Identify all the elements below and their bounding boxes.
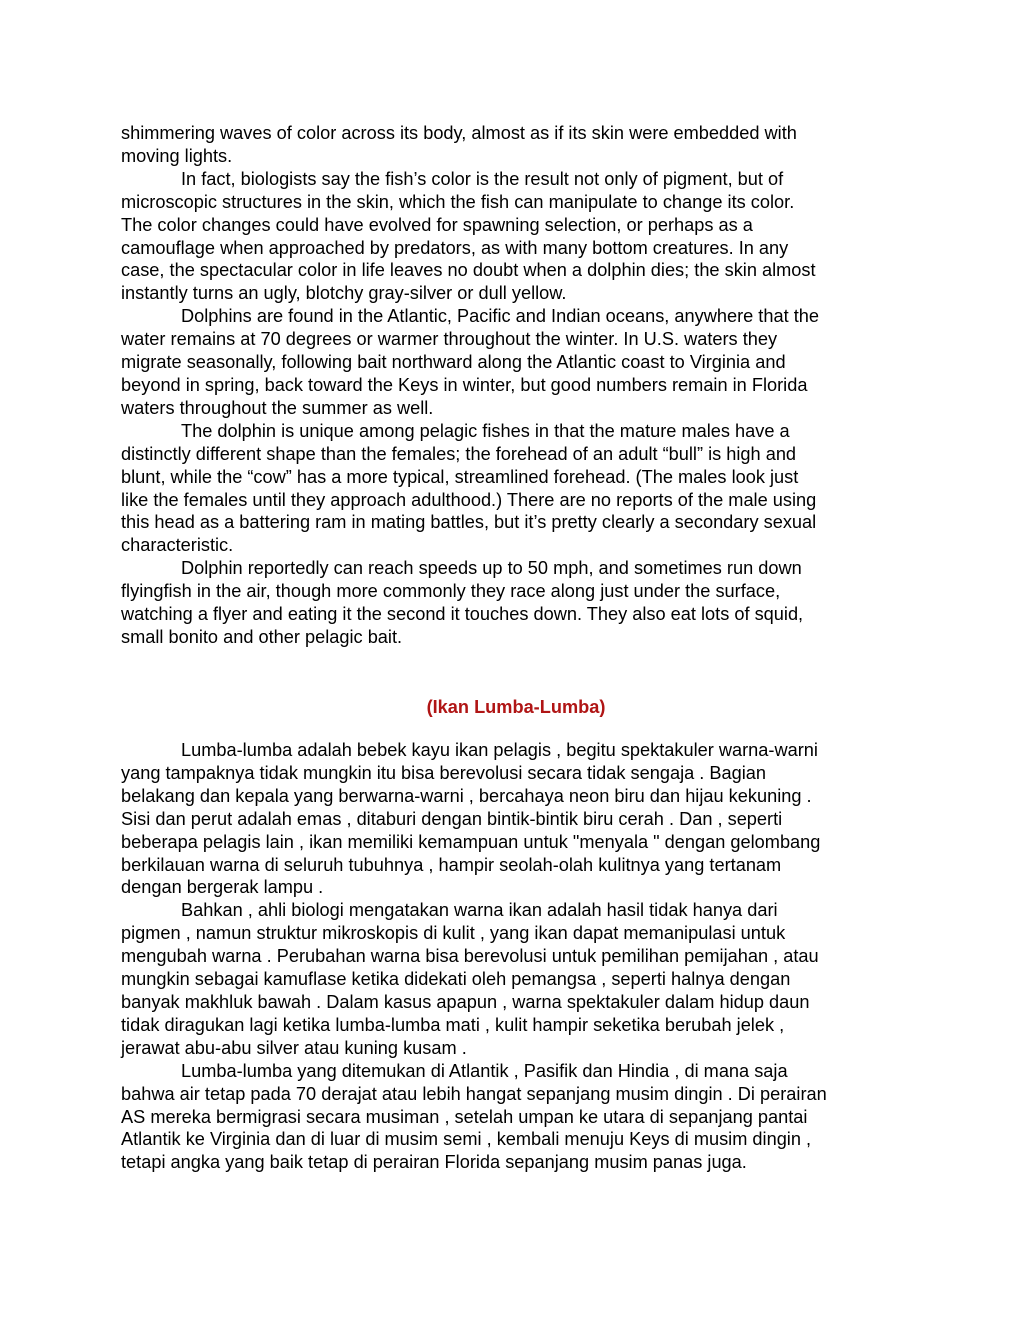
text-line: case, the spectacular color in life leaves no doubt when a dolphin dies; the skin almost xyxy=(121,260,816,281)
text-line: water remains at 70 degrees or warmer throughout the winter. In U.S. waters they xyxy=(121,329,778,350)
text-line: belakang dan kepala yang berwarna-warni , bercahaya neon biru dan hijau kekuning . xyxy=(121,785,812,806)
text-line: Dolphins are found in the Atlantic, Pacific and Indian oceans, anywhere that the xyxy=(181,306,819,327)
paragraph xyxy=(121,739,911,899)
text-line: small bonito and other pelagic bait. xyxy=(121,626,403,647)
text-line: Lumba-lumba yang ditemukan di Atlantik , Pasifik dan Hindia , di mana saja xyxy=(181,1060,788,1081)
text-line: dengan bergerak lampu . xyxy=(121,877,324,898)
text-line: distinctly different shape than the females; the forehead of an adult “bull” is high and xyxy=(121,443,797,464)
text-line: this head as a battering ram in mating battles, but it’s pretty clearly a secondary sexual xyxy=(121,512,817,533)
text-line: blunt, while the “cow” has a more typical, streamlined forehead. (The males look just xyxy=(121,466,799,487)
text-line: Dolphin reportedly can reach speeds up to 50 mph, and sometimes run down xyxy=(181,558,802,579)
text-line: migrate seasonally, following bait northward along the Atlantic coast to Virginia and xyxy=(121,352,786,373)
text-line: The dolphin is unique among pelagic fishes in that the mature males have a xyxy=(181,420,790,441)
text-line: Lumba-lumba adalah bebek kayu ikan pelagis , begitu spektakuler warna-warni xyxy=(181,740,818,760)
text-line: mungkin sebagai kamuflase ketika didekati oleh pemangsa , seperti halnya dengan xyxy=(121,969,791,990)
text-line: camouflage when approached by predators, as with many bottom creatures. In any xyxy=(121,237,789,258)
text-line: AS mereka bermigrasi secara musiman , setelah umpan ke utara di sepanjang pantai xyxy=(121,1106,808,1127)
section-heading: (Ikan Lumba-Lumba) xyxy=(426,697,606,717)
text-line: beyond in spring, back toward the Keys in winter, but good numbers remain in Florida xyxy=(121,374,808,395)
text-line: watching a flyer and eating it the second it touches down. They also eat lots of squid, xyxy=(121,604,804,625)
paragraph xyxy=(121,1060,911,1175)
text-line: Bahkan , ahli biologi mengatakan warna ikan adalah hasil tidak hanya dari xyxy=(181,900,778,921)
text-line: tetapi angka yang baik tetap di perairan Florida sepanjang musim panas juga. xyxy=(121,1152,747,1173)
text-line: berkilauan warna di seluruh tubuhnya , hampir seolah-olah kulitnya yang tertanam xyxy=(121,854,782,875)
text-line: like the females until they approach adulthood.) There are no reports of the male using xyxy=(121,489,817,510)
text-line: tidak diragukan lagi ketika lumba-lumba mati , kulit hampir seketika berubah jelek , xyxy=(121,1014,785,1035)
text-line: flyingfish in the air, though more commonly they race along just under the surface, xyxy=(121,581,781,602)
text-line: yang tampaknya tidak mungkin itu bisa berevolusi secara tidak sengaja . Bagian xyxy=(121,762,767,783)
paragraph xyxy=(121,557,911,649)
text-line: beberapa pelagis lain , ikan memiliki kemampuan untuk "menyala " dengan gelombang xyxy=(121,831,821,852)
text-line: pigmen , namun struktur mikroskopis di kulit , yang ikan dapat memanipulasi untuk xyxy=(121,923,786,944)
indonesian-text-section xyxy=(121,739,911,1174)
text-line: microscopic structures in the skin, which the fish can manipulate to change its color. xyxy=(121,191,795,212)
paragraph xyxy=(121,305,911,420)
text-line: characteristic. xyxy=(121,535,234,556)
text-line: bahwa air tetap pada 70 derajat atau lebih hangat sepanjang musim dingin . Di perairan xyxy=(121,1083,827,1104)
text-line: mengubah warna . Perubahan warna bisa berevolusi untuk pemilihan pemijahan , atau xyxy=(121,946,819,967)
text-line: banyak makhluk bawah . Dalam kasus apapun , warna spektakuler dalam hidup daun xyxy=(121,991,810,1012)
paragraph xyxy=(121,122,911,168)
text-line: In fact, biologists say the fish’s color is the result not only of pigment, but of xyxy=(181,168,784,189)
text-line: waters throughout the summer as well. xyxy=(121,397,434,418)
paragraph xyxy=(121,168,911,305)
text-line: moving lights. xyxy=(121,145,233,166)
text-line: instantly turns an ugly, blotchy gray-silver or dull yellow. xyxy=(121,283,567,304)
paragraph xyxy=(121,899,911,1059)
text-line: jerawat abu-abu silver atau kuning kusam . xyxy=(121,1037,467,1058)
paragraph xyxy=(121,420,911,557)
text-line: shimmering waves of color across its body, almost as if its skin were embedded with xyxy=(121,123,797,143)
english-text-section xyxy=(121,122,911,649)
text-line: The color changes could have evolved for spawning selection, or perhaps as a xyxy=(121,214,753,235)
text-line: Sisi dan perut adalah emas , ditaburi dengan bintik-bintik biru cerah . Dan , seperti xyxy=(121,808,783,829)
text-line: Atlantik ke Virginia dan di luar di musim semi , kembali menuju Keys di musim dingin , xyxy=(121,1129,812,1150)
